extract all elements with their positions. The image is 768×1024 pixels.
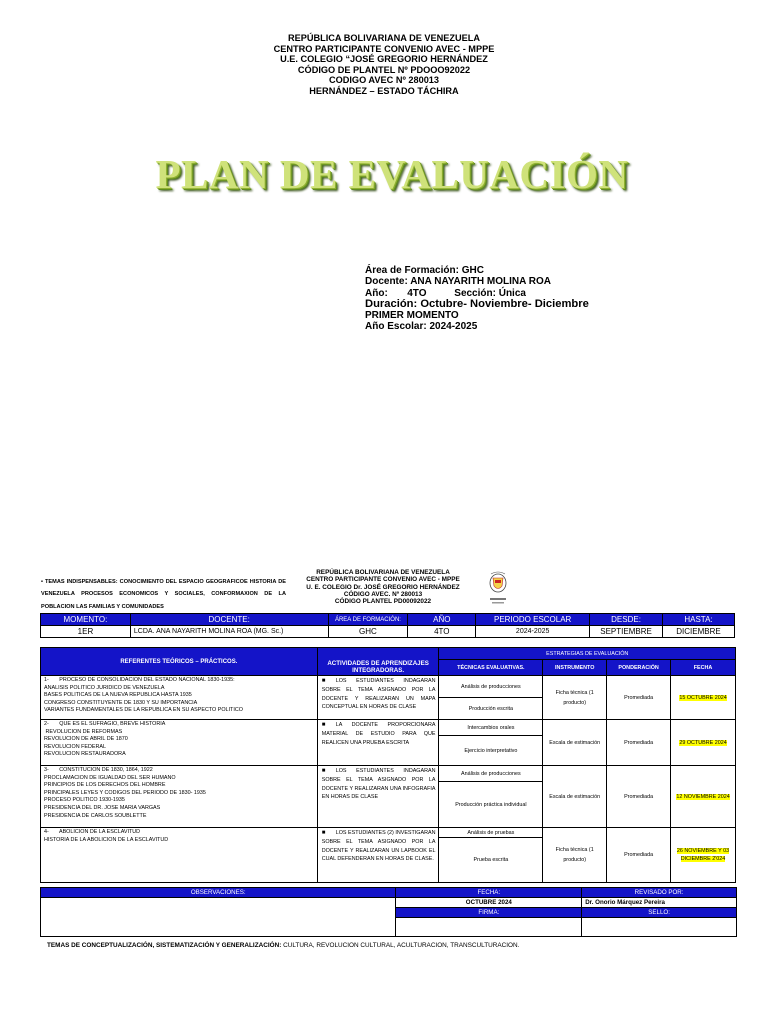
col-referentes: REFERENTES TEÓRICOS – PRÁCTICOS. <box>41 648 318 676</box>
header-line: HERNÁNDEZ – ESTADO TÁCHIRA <box>309 85 459 96</box>
summary-header-desde: DESDE: <box>590 614 663 626</box>
col-instrumento: INSTRUMENTO <box>543 660 607 676</box>
referente-line: 3- CONSTITUCION DE 1830, 1864, 1922 <box>44 767 153 773</box>
summary-docente: LCDA. ANA NAYARITH MOLINA ROA (MG. Sc.) <box>130 626 328 638</box>
tecnica-cell: Intercambios orales <box>439 720 543 736</box>
referente-line: REVOLUCION DE ABRIL DE 1870 <box>44 736 128 743</box>
tecnica-cell: Producción escrita <box>439 698 543 720</box>
info-momento: PRIMER MOMENTO <box>365 310 459 322</box>
actividad-text: LOS ESTUDIANTES (2) INVESTIGARAN SOBRE EL TEMA ASIGNADO POR LA DOCENTE Y REALIZARAN UN LAPBOOK EL CUAL DEFENDERAN EN HORAS DE CLASE. <box>321 830 436 863</box>
referente-line: BASES POLITICAS DE LA NUEVA REPUBLICA HASTA 1935 <box>44 692 192 699</box>
summary-header-docente: DOCENTE: <box>130 614 328 626</box>
summary-table <box>40 613 735 638</box>
fecha-cell <box>671 720 736 766</box>
ponderacion-cell: Promediada <box>607 720 671 766</box>
secondary-header <box>288 569 478 605</box>
header2-line: REPÚBLICA BOLIVARIANA DE VENEZUELA <box>316 569 450 576</box>
actividad-text: LOS ESTUDIANTES INDAGARAN SOBRE EL TEMA ASIGNADO POR LA DOCENTE Y REALIZARAN UN MAPA CONCEPTUAL EN HORAS DE CLASE <box>321 678 436 711</box>
instrumento-cell: Ficha técnica (1 producto) <box>543 676 607 720</box>
tecnica-cell: Ejercicio interpretativo <box>439 736 543 766</box>
info-duracion: Duración: Octubre- Noviembre- Diciembre <box>365 297 589 310</box>
referente-line: REVOLUCION FEDERAL <box>44 743 107 750</box>
table-row-referentes <box>41 828 318 883</box>
firma-field[interactable] <box>396 918 582 937</box>
observaciones-label: OBSERVACIONES: <box>41 888 396 898</box>
fecha-cell <box>671 676 736 720</box>
summary-area: GHC <box>328 626 408 638</box>
referente-line: REVOLUCION RESTAURADORA <box>44 751 126 758</box>
instrumento-cell: Ficha técnica (1 producto) <box>543 828 607 883</box>
referente-line: PROCLAMACION DE IGUALDAD DEL SER HUMANO <box>44 774 176 781</box>
info-docente: Docente: ANA NAYARITH MOLINA ROA <box>365 276 551 288</box>
header-line: U.E. COLEGIO “JOSÉ GREGORIO HERNÁNDEZ <box>280 54 488 64</box>
header2-line: U. E. COLEGIO Dr. JOSÉ GREGORIO HERNÁNDEZ <box>306 583 460 591</box>
referente-line: PRESIDENCIA DE CARLOS SOUBLETTE <box>44 812 147 819</box>
footer-label: TEMAS DE CONCEPTUALIZACIÓN, SISTEMATIZACIÓN Y GENERALIZACIÓN: <box>47 942 282 949</box>
info-anio-escolar: Año Escolar: 2024-2025 <box>365 321 478 333</box>
fecha-label: FECHA: <box>396 888 582 898</box>
col-fecha: FECHA <box>671 660 736 676</box>
header2-line: CENTRO PARTICIPANTE CONVENIO AVEC - MPPE <box>306 576 460 584</box>
fecha-value: 12 NOVIEMBRE 2024 <box>676 793 730 800</box>
summary-anio: 4TO <box>408 626 476 638</box>
ponderacion-cell: Promediada <box>607 766 671 828</box>
summary-momento: 1ER <box>41 626 131 638</box>
table-row-actividad <box>317 828 439 883</box>
referente-line: VARIANTES FUNDAMENTALES DE LA REPUBLICA EN SU ASPECTO POLITICO <box>44 707 243 714</box>
ponderacion-cell: Promediada <box>607 828 671 883</box>
summary-header-periodo: PERIODO ESCOLAR <box>476 614 590 626</box>
referente-line: 1- PROCESO DE CONSOLIDACION DEL ESTADO NACIONAL 1830-1935: <box>44 677 235 683</box>
bullet-icon: ■ <box>321 768 326 774</box>
info-area: Área de Formación: GHC <box>365 265 484 276</box>
observaciones-field[interactable] <box>41 898 396 937</box>
referente-line: HISTORIA DE LA ABOLICION DE LA ESCLAVITUD <box>44 836 169 843</box>
header2-line: CÓDIGO AVEC. Nº 280013 <box>343 590 423 598</box>
instrumento-cell: Escala de estimación <box>543 766 607 828</box>
table-row-actividad <box>317 720 439 766</box>
fecha-value: 15 OCTUBRE 2024 <box>679 694 727 701</box>
footer-note <box>47 942 519 949</box>
referente-line: 4- ABOLICION DE LA ESCLAVITUD <box>44 829 141 835</box>
col-tecnicas: TÉCNICAS EVALUATIVAS. <box>439 660 543 676</box>
info-anio: Año: 4TO Sección: Única <box>365 287 526 299</box>
tecnica-cell: Análisis de producciones <box>439 676 543 698</box>
ponderacion-cell: Promediada <box>607 676 671 720</box>
table-row-referentes <box>41 720 318 766</box>
header-line: REPÚBLICA BOLIVARIANA DE VENEZUELA <box>287 33 481 43</box>
bullet-icon: ■ <box>321 830 326 836</box>
col-ponderacion: PONDERACIÓN <box>607 660 671 676</box>
table-row-referentes <box>41 766 318 828</box>
strategies-header: ESTRATEGIAS DE EVALUACIÓN <box>439 648 736 660</box>
referente-line: PROCESO POLITICO 1930-1935 <box>44 797 125 804</box>
header-line: CÓDIGO DE PLANTEL Nº PDOOO92022 <box>297 64 471 75</box>
school-seal-icon <box>487 571 509 605</box>
fecha-value: 26 NOVIEMBRE Y 03 DICIEMBRE 2'024 <box>676 848 730 862</box>
summary-periodo: 2024-2025 <box>476 626 590 638</box>
fecha-cell <box>671 766 736 828</box>
tecnica-cell: Análisis de producciones <box>439 766 543 782</box>
summary-header-hasta: HASTA: <box>663 614 735 626</box>
fecha-value: OCTUBRE 2024 <box>396 898 582 908</box>
header-line: CODIGO AVEC Nº 280013 <box>328 75 440 85</box>
tecnica-cell: Prueba escrita <box>439 838 543 883</box>
sello-label: SELLO: <box>582 908 737 918</box>
course-info <box>365 265 589 333</box>
table-row-actividad <box>317 766 439 828</box>
actividad-text: LA DOCENTE PROPORCIONARA MATERIAL DE ESTUDIO PARA QUE REALICEN UNA PRUEBA ESCRITA <box>321 722 436 746</box>
fecha-value: 29 OCTUBRE 2024 <box>679 739 727 746</box>
revisado-label: REVISADO POR: <box>582 888 737 898</box>
referente-line: ANALISIS POLITICO JURIDICO DE VENEZUELA <box>44 684 165 691</box>
instrumento-cell: Escala de estimación <box>543 720 607 766</box>
review-table <box>40 887 737 937</box>
sello-field[interactable] <box>582 918 737 937</box>
topics-note: • TEMAS INDISPENSABLES: CONOCIMIENTO DEL ESPACIO GEOGRAFICOE HISTORIA DE VENEZUELA PROCESOS ECONOMICOS Y SOCIALES, CONFORMAXION DE LA POBLACION LAS FAMILIAS Y COMUNIDADES <box>41 579 286 610</box>
header-line: CENTRO PARTICIPANTE CONVENIO AVEC - MPPE <box>273 43 495 54</box>
fecha-cell <box>671 828 736 883</box>
referente-line: CONGRESO CONSTITUYENTE DE 1830 Y SU IMPORTANCIA <box>44 699 198 706</box>
actividad-text: LOS ESTUDIANTES INDAGARAN SOBRE EL TEMA ASIGNADO POR LA DOCENTE Y REALIZARAN UNA INFOGRAFIA EN HORAS DE CLASE <box>321 768 436 801</box>
bullet-icon: ■ <box>321 678 326 684</box>
school-header <box>0 33 768 96</box>
evaluation-plan-table <box>40 647 736 883</box>
summary-desde: SEPTIEMBRE <box>590 626 663 638</box>
summary-header-area: ÁREA DE FORMACIÓN: <box>328 614 408 626</box>
tecnica-cell: Producción práctica individual <box>439 782 543 828</box>
summary-header-anio: AÑO <box>408 614 476 626</box>
summary-header-momento: MOMENTO: <box>41 614 131 626</box>
table-row-actividad <box>317 676 439 720</box>
referente-line: 2- QUE ES EL SUFRAGIO, BREVE HISTORIA <box>44 721 166 727</box>
referente-line: PRESIDENCIA DEL DR. JOSE MARIA VARGAS <box>44 804 161 811</box>
revisado-value: Dr. Onorio Márquez Pereira <box>582 898 737 908</box>
firma-label: FIRMA: <box>396 908 582 918</box>
referente-line: REVOLUCION DE REFORMAS <box>44 728 123 735</box>
referente-line: PRINCIPALES LEYES Y CODIGOS DEL PERIODO DE 1830- 1935 <box>44 789 206 796</box>
summary-hasta: DICIEMBRE <box>663 626 735 638</box>
tecnica-cell: Análisis de pruebas <box>439 828 543 838</box>
header2-line: CÓDIGO PLANTEL PD00092022 <box>334 598 432 606</box>
page-title: PLAN DE EVALUACIÓN <box>155 151 629 197</box>
col-actividades: ACTIVIDADES DE APRENDIZAJES INTEGRADORAS. <box>317 648 439 676</box>
footer-text: CULTURA, REVOLUCION CULTURAL, ACULTURACION, TRANSCULTURACION. <box>281 942 520 949</box>
bullet-icon: ■ <box>321 722 326 728</box>
table-row-referentes <box>41 676 318 720</box>
referente-line: PRINCIPIOS DE LOS DERECHOS DEL HOMBRE <box>44 782 166 789</box>
